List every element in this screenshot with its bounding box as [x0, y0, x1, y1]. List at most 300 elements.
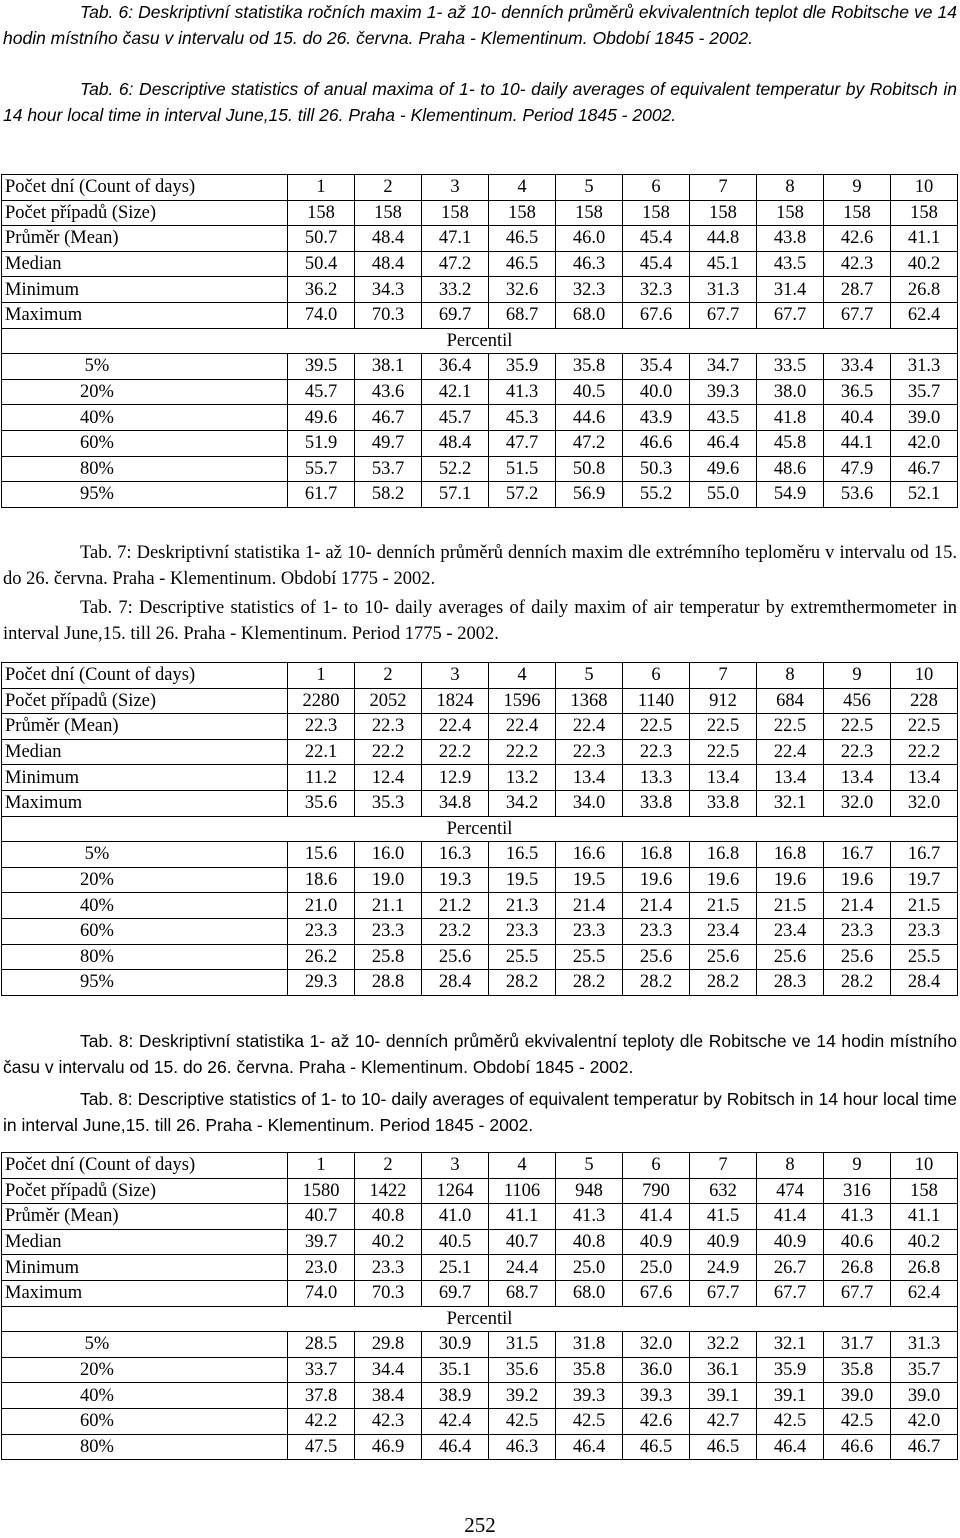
table-cell: 1580: [288, 1178, 355, 1204]
table-cell: 40.4: [824, 405, 891, 431]
table-cell: 41.0: [422, 1204, 489, 1230]
table-8: [1, 1152, 958, 1460]
table-cell: 39.3: [690, 379, 757, 405]
table-cell: 25.5: [891, 944, 958, 970]
table-cell: 47.1: [422, 226, 489, 252]
table-cell: 22.3: [623, 739, 690, 765]
percentile-row: [2, 1408, 958, 1434]
percentile-section-row: [2, 816, 958, 842]
table-cell: 34.4: [355, 1357, 422, 1383]
table-header-row: [2, 175, 958, 201]
table-cell: 31.3: [891, 354, 958, 380]
table-cell: 46.5: [489, 251, 556, 277]
table-cell: 68.7: [489, 1280, 556, 1306]
row-label: 5%: [2, 1332, 288, 1358]
table-cell: 23.3: [288, 918, 355, 944]
table-cell: 23.3: [891, 918, 958, 944]
table-cell: 41.8: [757, 405, 824, 431]
table-cell: 25.1: [422, 1255, 489, 1281]
table-cell: 474: [757, 1178, 824, 1204]
table-cell: 47.7: [489, 430, 556, 456]
table-cell: 40.8: [556, 1229, 623, 1255]
table-cell: 25.0: [556, 1255, 623, 1281]
table-cell: 35.7: [891, 379, 958, 405]
table-cell: 16.8: [623, 842, 690, 868]
table-cell: 50.8: [556, 456, 623, 482]
table-cell: 38.0: [757, 379, 824, 405]
percentile-heading: Percentil: [2, 816, 958, 842]
table-cell: 41.1: [891, 1204, 958, 1230]
table-cell: 23.4: [757, 918, 824, 944]
table-cell: 19.5: [556, 867, 623, 893]
table-cell: 40.2: [891, 1229, 958, 1255]
table-cell: 26.7: [757, 1255, 824, 1281]
row-label: Minimum: [2, 1255, 288, 1281]
table-cell: 40.6: [824, 1229, 891, 1255]
table-cell: 32.3: [623, 277, 690, 303]
table-cell: 42.3: [824, 251, 891, 277]
table-cell: 22.2: [891, 739, 958, 765]
table-cell: 158: [891, 200, 958, 226]
table-cell: 23.3: [489, 918, 556, 944]
table-cell: 21.2: [422, 893, 489, 919]
table-cell: 67.6: [623, 302, 690, 328]
table-cell: 29.8: [355, 1332, 422, 1358]
table-cell: 23.0: [288, 1255, 355, 1281]
table-cell: 39.2: [489, 1383, 556, 1409]
table-cell: 45.1: [690, 251, 757, 277]
row-label: Počet dní (Count of days): [2, 663, 288, 689]
table-cell: 5: [556, 663, 623, 689]
table-cell: 40.2: [355, 1229, 422, 1255]
table-header-row: [2, 663, 958, 689]
table-cell: 25.6: [757, 944, 824, 970]
table-cell: 40.7: [489, 1229, 556, 1255]
table-cell: 74.0: [288, 1280, 355, 1306]
table-row: [2, 226, 958, 252]
table-cell: 16.5: [489, 842, 556, 868]
table-cell: 22.5: [690, 739, 757, 765]
table-cell: 51.9: [288, 430, 355, 456]
table-cell: 45.7: [422, 405, 489, 431]
table-cell: 55.2: [623, 482, 690, 508]
table-cell: 48.6: [757, 456, 824, 482]
table-cell: 42.5: [757, 1408, 824, 1434]
table-cell: 13.4: [556, 765, 623, 791]
table-cell: 22.1: [288, 739, 355, 765]
table-cell: 46.7: [891, 1434, 958, 1460]
table-cell: 23.3: [824, 918, 891, 944]
table-cell: 21.0: [288, 893, 355, 919]
table-cell: 39.0: [891, 405, 958, 431]
row-label: 95%: [2, 970, 288, 996]
table-cell: 62.4: [891, 1280, 958, 1306]
table-cell: 35.7: [891, 1357, 958, 1383]
table-cell: 158: [489, 200, 556, 226]
table-cell: 41.1: [489, 1204, 556, 1230]
table-cell: 55.0: [690, 482, 757, 508]
percentile-heading: Percentil: [2, 328, 958, 354]
table-row: [2, 765, 958, 791]
table-cell: 35.3: [355, 790, 422, 816]
table-cell: 38.1: [355, 354, 422, 380]
table-cell: 68.7: [489, 302, 556, 328]
table-cell: 25.5: [489, 944, 556, 970]
table-cell: 29.3: [288, 970, 355, 996]
table-cell: 456: [824, 688, 891, 714]
table-cell: 13.4: [690, 765, 757, 791]
table-cell: 36.2: [288, 277, 355, 303]
percentile-row: [2, 456, 958, 482]
percentile-row: [2, 1357, 958, 1383]
table-cell: 22.5: [623, 714, 690, 740]
percentile-section-row: [2, 328, 958, 354]
table-cell: 19.6: [757, 867, 824, 893]
percentile-heading: Percentil: [2, 1306, 958, 1332]
table-cell: 56.9: [556, 482, 623, 508]
percentile-row: [2, 430, 958, 456]
row-label: 60%: [2, 918, 288, 944]
table-cell: 40.9: [757, 1229, 824, 1255]
table-cell: 42.6: [824, 226, 891, 252]
table-cell: 158: [891, 1178, 958, 1204]
table-cell: 36.5: [824, 379, 891, 405]
table-row: [2, 739, 958, 765]
percentile-row: [2, 1434, 958, 1460]
table-cell: 41.5: [690, 1204, 757, 1230]
table-cell: 62.4: [891, 302, 958, 328]
row-label: 5%: [2, 354, 288, 380]
table-cell: 40.8: [355, 1204, 422, 1230]
row-label: Maximum: [2, 302, 288, 328]
table-cell: 33.7: [288, 1357, 355, 1383]
table-cell: 32.1: [757, 790, 824, 816]
table-cell: 45.4: [623, 251, 690, 277]
table-cell: 50.4: [288, 251, 355, 277]
table-cell: 22.3: [556, 739, 623, 765]
row-label: 40%: [2, 1383, 288, 1409]
table-cell: 22.3: [824, 739, 891, 765]
table-cell: 46.6: [824, 1434, 891, 1460]
table-7-caption-en: Tab. 7: Descriptive statistics of 1- to 10- daily averages of daily maxim of air temperatur by extremthermometer in interval June,15. till 26. Praha - Klementinum. Period 1775 - 2002.: [3, 598, 957, 644]
table-cell: 28.2: [489, 970, 556, 996]
table-cell: 23.2: [422, 918, 489, 944]
table-cell: 1: [288, 175, 355, 201]
table-row: [2, 251, 958, 277]
table-cell: 2052: [355, 688, 422, 714]
table-cell: 45.8: [757, 430, 824, 456]
table-cell: 51.5: [489, 456, 556, 482]
table-cell: 28.7: [824, 277, 891, 303]
table-cell: 67.7: [824, 1280, 891, 1306]
table-cell: 21.1: [355, 893, 422, 919]
table-cell: 38.4: [355, 1383, 422, 1409]
table-cell: 47.2: [556, 430, 623, 456]
percentile-row: [2, 918, 958, 944]
table-cell: 69.7: [422, 302, 489, 328]
table-cell: 48.4: [422, 430, 489, 456]
percentile-row: [2, 893, 958, 919]
percentile-row: [2, 867, 958, 893]
row-label: Průměr (Mean): [2, 226, 288, 252]
table-cell: 632: [690, 1178, 757, 1204]
table-cell: 40.5: [556, 379, 623, 405]
table-7: [1, 662, 958, 996]
table-row: [2, 1229, 958, 1255]
row-label: 95%: [2, 482, 288, 508]
table-cell: 45.7: [288, 379, 355, 405]
table-cell: 39.3: [556, 1383, 623, 1409]
table-cell: 34.2: [489, 790, 556, 816]
table-cell: 67.7: [690, 1280, 757, 1306]
table-cell: 26.8: [891, 277, 958, 303]
table-cell: 31.4: [757, 277, 824, 303]
table-cell: 25.5: [556, 944, 623, 970]
table-cell: 43.5: [690, 405, 757, 431]
table-cell: 912: [690, 688, 757, 714]
table-cell: 5: [556, 175, 623, 201]
table-cell: 24.4: [489, 1255, 556, 1281]
table-cell: 36.4: [422, 354, 489, 380]
table-cell: 13.4: [757, 765, 824, 791]
table-cell: 26.2: [288, 944, 355, 970]
table-cell: 22.4: [757, 739, 824, 765]
table-6: [1, 174, 958, 508]
table-cell: 22.4: [422, 714, 489, 740]
table-cell: 49.7: [355, 430, 422, 456]
table-cell: 35.4: [623, 354, 690, 380]
row-label: Minimum: [2, 765, 288, 791]
table-cell: 67.7: [824, 302, 891, 328]
table-cell: 8: [757, 1153, 824, 1179]
table-cell: 6: [623, 663, 690, 689]
table-cell: 28.8: [355, 970, 422, 996]
table-cell: 46.3: [489, 1434, 556, 1460]
table-cell: 28.5: [288, 1332, 355, 1358]
table-cell: 32.1: [757, 1332, 824, 1358]
table-cell: 48.4: [355, 251, 422, 277]
table-cell: 57.1: [422, 482, 489, 508]
table-cell: 790: [623, 1178, 690, 1204]
row-label: 20%: [2, 379, 288, 405]
table-cell: 23.3: [355, 1255, 422, 1281]
table-cell: 42.7: [690, 1408, 757, 1434]
table-cell: 23.3: [355, 918, 422, 944]
table-cell: 25.6: [690, 944, 757, 970]
table-cell: 57.2: [489, 482, 556, 508]
table-cell: 35.8: [824, 1357, 891, 1383]
table-cell: 30.9: [422, 1332, 489, 1358]
table-cell: 58.2: [355, 482, 422, 508]
percentile-row: [2, 944, 958, 970]
row-label: Počet případů (Size): [2, 200, 288, 226]
table-cell: 33.8: [690, 790, 757, 816]
table-cell: 22.4: [489, 714, 556, 740]
table-cell: 69.7: [422, 1280, 489, 1306]
table-cell: 21.4: [824, 893, 891, 919]
table-row: [2, 302, 958, 328]
table-cell: 12.4: [355, 765, 422, 791]
row-label: 60%: [2, 430, 288, 456]
percentile-row: [2, 842, 958, 868]
table-cell: 16.7: [891, 842, 958, 868]
page-number: 252: [464, 1513, 496, 1537]
table-cell: 46.9: [355, 1434, 422, 1460]
row-label: 40%: [2, 893, 288, 919]
table-cell: 18.6: [288, 867, 355, 893]
table-cell: 158: [288, 200, 355, 226]
table-cell: 44.8: [690, 226, 757, 252]
table-row: [2, 1280, 958, 1306]
table-cell: 1: [288, 663, 355, 689]
table-cell: 53.6: [824, 482, 891, 508]
table-cell: 46.0: [556, 226, 623, 252]
table-cell: 34.0: [556, 790, 623, 816]
table-cell: 32.3: [556, 277, 623, 303]
table-cell: 10: [891, 1153, 958, 1179]
table-cell: 22.2: [489, 739, 556, 765]
table-cell: 19.6: [623, 867, 690, 893]
table-cell: 52.1: [891, 482, 958, 508]
table-cell: 684: [757, 688, 824, 714]
table-cell: 19.3: [422, 867, 489, 893]
table-cell: 46.6: [623, 430, 690, 456]
table-cell: 42.0: [891, 430, 958, 456]
table-cell: 16.0: [355, 842, 422, 868]
table-row: [2, 1255, 958, 1281]
table-cell: 7: [690, 1153, 757, 1179]
table-cell: 46.3: [556, 251, 623, 277]
table-cell: 9: [824, 663, 891, 689]
percentile-row: [2, 970, 958, 996]
row-label: Průměr (Mean): [2, 714, 288, 740]
table-cell: 53.7: [355, 456, 422, 482]
table-cell: 22.2: [355, 739, 422, 765]
table-header-row: [2, 1153, 958, 1179]
table-cell: 28.2: [623, 970, 690, 996]
table-7-caption-cz: Tab. 7: Deskriptivní statistika 1- až 10- denních průměrů denních maxim dle extrémního teploměru v intervalu od 15. do 26. června. Praha - Klementinum. Období 1775 - 2002.: [3, 543, 957, 589]
table-cell: 49.6: [288, 405, 355, 431]
table-cell: 46.4: [757, 1434, 824, 1460]
table-cell: 42.5: [556, 1408, 623, 1434]
table-cell: 1422: [355, 1178, 422, 1204]
percentile-section-row: [2, 1306, 958, 1332]
table-cell: 2: [355, 1153, 422, 1179]
row-label: Maximum: [2, 1280, 288, 1306]
table-cell: 31.3: [891, 1332, 958, 1358]
table-cell: 9: [824, 1153, 891, 1179]
row-label: Median: [2, 251, 288, 277]
table-cell: 8: [757, 175, 824, 201]
table-cell: 46.4: [556, 1434, 623, 1460]
row-label: 40%: [2, 405, 288, 431]
table-cell: 36.1: [690, 1357, 757, 1383]
table-cell: 1368: [556, 688, 623, 714]
table-cell: 25.6: [623, 944, 690, 970]
table-cell: 28.2: [556, 970, 623, 996]
table-cell: 49.6: [690, 456, 757, 482]
table-cell: 158: [824, 200, 891, 226]
percentile-row: [2, 1332, 958, 1358]
table-cell: 19.6: [690, 867, 757, 893]
table-cell: 6: [623, 1153, 690, 1179]
table-cell: 41.3: [824, 1204, 891, 1230]
table-cell: 46.5: [690, 1434, 757, 1460]
table-cell: 33.8: [623, 790, 690, 816]
table-cell: 42.4: [422, 1408, 489, 1434]
table-cell: 19.7: [891, 867, 958, 893]
table-cell: 34.7: [690, 354, 757, 380]
table-cell: 22.3: [355, 714, 422, 740]
table-cell: 2: [355, 663, 422, 689]
percentile-row: [2, 354, 958, 380]
table-cell: 67.7: [757, 1280, 824, 1306]
table-cell: 3: [422, 175, 489, 201]
table-cell: 32.6: [489, 277, 556, 303]
table-cell: 9: [824, 175, 891, 201]
table-cell: 70.3: [355, 302, 422, 328]
table-row: [2, 200, 958, 226]
table-cell: 23.3: [556, 918, 623, 944]
table-cell: 39.7: [288, 1229, 355, 1255]
table-cell: 42.1: [422, 379, 489, 405]
table-cell: 7: [690, 663, 757, 689]
table-cell: 39.0: [824, 1383, 891, 1409]
table-cell: 40.9: [690, 1229, 757, 1255]
table-cell: 74.0: [288, 302, 355, 328]
table-cell: 46.5: [489, 226, 556, 252]
table-cell: 39.1: [690, 1383, 757, 1409]
table-cell: 22.5: [891, 714, 958, 740]
table-cell: 42.6: [623, 1408, 690, 1434]
row-label: Median: [2, 739, 288, 765]
table-row: [2, 790, 958, 816]
table-cell: 40.0: [623, 379, 690, 405]
percentile-row: [2, 405, 958, 431]
table-cell: 21.4: [623, 893, 690, 919]
table-cell: 37.8: [288, 1383, 355, 1409]
table-cell: 36.0: [623, 1357, 690, 1383]
table-cell: 47.9: [824, 456, 891, 482]
table-8-caption-cz: Tab. 8: Deskriptivní statistika 1- až 10- denních průměrů ekvivalentní teploty dle Robitsche ve 14 hodin místního času v intervalu od 15. do 26. června. Praha - Klementinum. Období 1845 - 2002.: [3, 1031, 957, 1077]
row-label: 20%: [2, 1357, 288, 1383]
table-row: [2, 688, 958, 714]
table-cell: 158: [757, 200, 824, 226]
table-cell: 43.5: [757, 251, 824, 277]
table-cell: 42.5: [824, 1408, 891, 1434]
table-cell: 46.7: [891, 456, 958, 482]
table-cell: 13.4: [891, 765, 958, 791]
table-cell: 25.0: [623, 1255, 690, 1281]
table-cell: 316: [824, 1178, 891, 1204]
row-label: Počet dní (Count of days): [2, 1153, 288, 1179]
table-cell: 158: [556, 200, 623, 226]
table-cell: 32.2: [690, 1332, 757, 1358]
row-label: Průměr (Mean): [2, 1204, 288, 1230]
table-cell: 21.5: [757, 893, 824, 919]
table-cell: 42.2: [288, 1408, 355, 1434]
table-cell: 16.3: [422, 842, 489, 868]
table-cell: 28.2: [824, 970, 891, 996]
row-label: 60%: [2, 1408, 288, 1434]
table-cell: 31.5: [489, 1332, 556, 1358]
table-6-caption-en: Tab. 6: Descriptive statistics of anual maxima of 1- to 10- daily averages of equivalent temperatur by Robitsch in 14 hour local time in interval June,15. till 26. Praha - Klementinum. Period 1845 - 2002.: [3, 79, 957, 125]
table-cell: 228: [891, 688, 958, 714]
table-cell: 44.6: [556, 405, 623, 431]
table-cell: 11.2: [288, 765, 355, 791]
table-cell: 22.3: [288, 714, 355, 740]
table-cell: 21.5: [891, 893, 958, 919]
